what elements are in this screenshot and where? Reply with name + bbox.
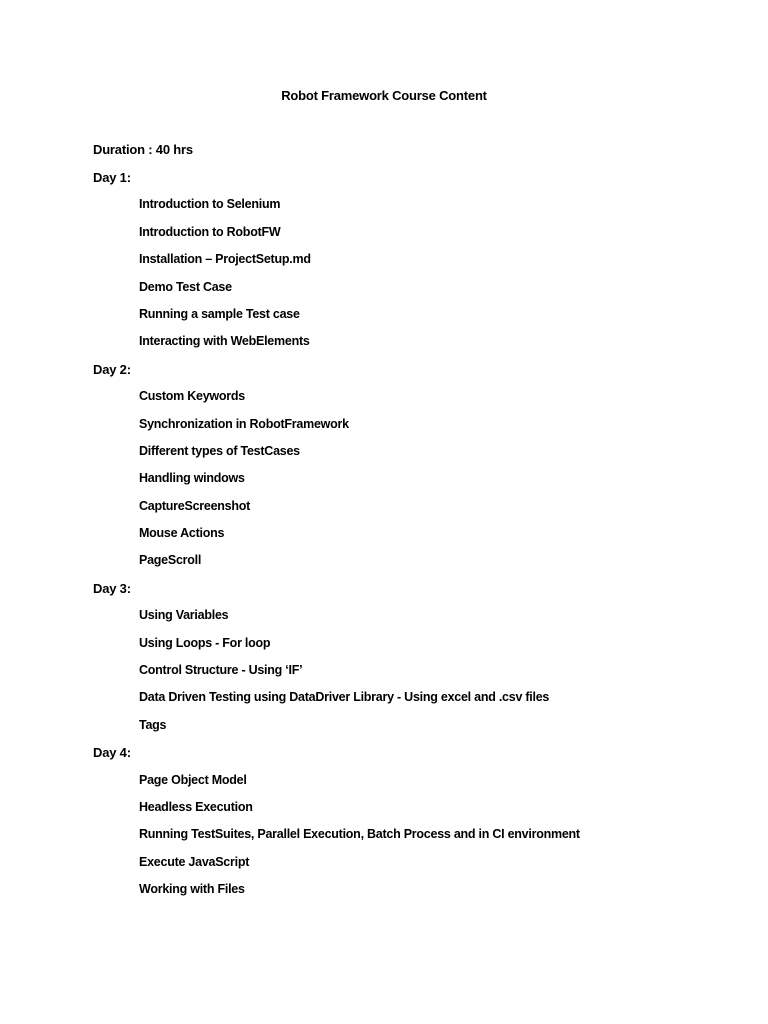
course-content (0, 170, 768, 910)
day-heading: Day 1: (93, 170, 131, 185)
topic-item: Handling windows (139, 471, 245, 486)
topic-item: Interacting with WebElements (139, 334, 310, 349)
day-heading: Day 2: (93, 361, 131, 377)
day-section (0, 581, 768, 745)
day-section (0, 362, 768, 581)
topic-item: Introduction to RobotFW (139, 224, 281, 239)
day-heading: Day 4: (93, 745, 131, 761)
topic-item: Tags (139, 717, 167, 732)
topic-item: Working with Files (139, 882, 245, 897)
topic-item: Installation – ProjectSetup.md (139, 252, 311, 267)
topic-item: Execute JavaScript (139, 854, 250, 869)
topic-item: Custom Keywords (139, 389, 245, 404)
page-title: Robot Framework Course Content (281, 88, 487, 103)
topic-item: Running a sample Test case (139, 306, 300, 321)
day-section (0, 170, 768, 362)
course-duration: Duration : 40 hrs (93, 142, 193, 157)
topic-item: Headless Execution (139, 799, 253, 814)
topic-item: CaptureScreenshot (139, 498, 251, 513)
topic-item: Using Loops - For loop (139, 635, 271, 650)
topic-item: Running TestSuites, Parallel Execution, Batch Process and in CI environment (139, 827, 580, 842)
topic-item: PageScroll (139, 553, 202, 568)
day-heading: Day 3: (93, 580, 131, 596)
topic-item: Introduction to Selenium (139, 197, 281, 212)
topic-item: Data Driven Testing using DataDriver Library - Using excel and .csv files (139, 690, 550, 705)
day-section (0, 745, 768, 909)
topic-item: Mouse Actions (139, 526, 225, 541)
topic-item: Synchronization in RobotFramework (139, 416, 349, 431)
topic-item: Using Variables (139, 608, 229, 623)
topic-item: Control Structure - Using ‘IF’ (139, 663, 303, 678)
topic-item: Page Object Model (139, 772, 247, 787)
topic-item: Demo Test Case (139, 279, 232, 294)
topic-item: Different types of TestCases (139, 443, 300, 458)
